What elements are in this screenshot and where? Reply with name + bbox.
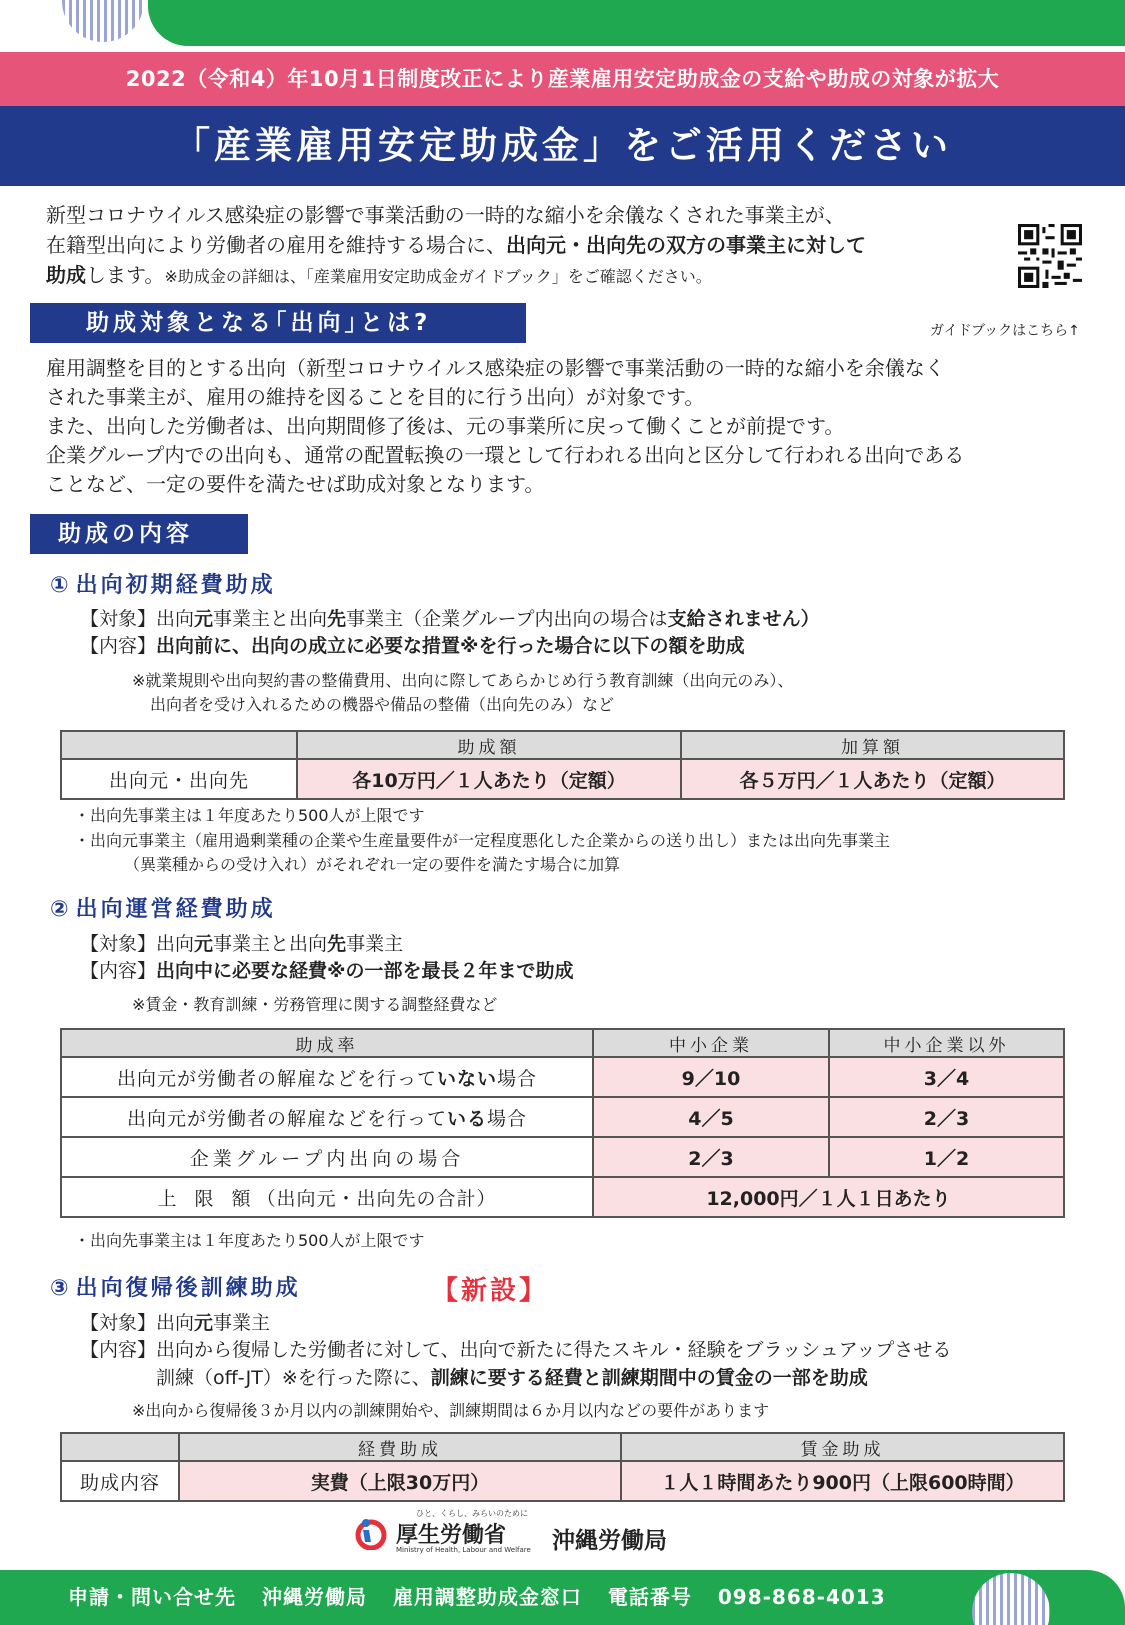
item3-wage-value: １人１時間あたり900円（上限600時間） xyxy=(621,1461,1064,1501)
section-heading-shukko: 助成対象となる｢出向｣とは? xyxy=(30,303,526,343)
item2-rate-sme: 9／10 xyxy=(593,1057,829,1097)
footer-label: 申請・問い合せ先 xyxy=(68,1585,236,1609)
item1-target: 【対象】出向元事業主と出向先事業主（企業グループ内出向の場合は支給されません） xyxy=(80,608,820,630)
ministry-tagline: ひと、くらし、みらいのために xyxy=(416,1509,528,1518)
contact-footer xyxy=(0,1570,1125,1625)
item3-content-2: 訓練（off-JT）※を行った際に、訓練に要する経費と訓練期間中の賃金の一部を助成 xyxy=(156,1367,868,1389)
item2-rate-sme: 4／5 xyxy=(593,1097,829,1137)
item2-foot: ・出向先事業主は１年度あたり500人が上限です xyxy=(74,1231,425,1250)
item1-title: ① 出向初期経費助成 xyxy=(50,573,276,598)
item1-foot-1: ・出向先事業主は１年度あたり500人が上限です xyxy=(74,806,425,825)
item3-table xyxy=(60,1432,1065,1502)
item2-rate-large: 1／2 xyxy=(829,1137,1064,1177)
item1-table xyxy=(60,730,1065,800)
item2-header-sme: 中小企業 xyxy=(593,1029,829,1057)
item2-limit-label: 上 限 額（出向元・出向先の合計） xyxy=(61,1177,593,1217)
intro-text xyxy=(46,200,1006,292)
item3-header-expense: 経費助成 xyxy=(179,1433,621,1461)
subtitle-banner: 2022（令和4）年10月1日制度改正により産業雇用安定助成金の支給や助成の対象が拡大 xyxy=(0,52,1125,106)
top-green-bar xyxy=(148,0,1125,46)
item3-title: ③ 出向復帰後訓練助成 xyxy=(50,1276,301,1301)
item1-addition-value: 各５万円／１人あたり（定額） xyxy=(681,759,1064,799)
decorative-striped-circle-top xyxy=(62,0,144,42)
guidebook-link[interactable]: ガイドブックはこちら↑ xyxy=(930,323,1080,339)
item2-row-label: 出向元が労働者の解雇などを行っていない場合 xyxy=(61,1057,593,1097)
item2-table xyxy=(60,1028,1065,1218)
item2-note: ※賃金・教育訓練・労務管理に関する調整経費など xyxy=(132,995,498,1014)
item2-row-label: 出向元が労働者の解雇などを行っている場合 xyxy=(61,1097,593,1137)
item2-rate-sme: 2／3 xyxy=(593,1137,829,1177)
item2-rate-large: 3／4 xyxy=(829,1057,1064,1097)
item2-header-rate: 助成率 xyxy=(61,1029,593,1057)
item3-expense-value: 実費（上限30万円） xyxy=(179,1461,621,1501)
item3-header-wage: 賃金助成 xyxy=(621,1433,1064,1461)
item1-header-addition: 加算額 xyxy=(681,731,1064,759)
item3-content-1: 【内容】出向から復帰した労働者に対して、出向で新たに得たスキル・経験をブラッシュアップさせる xyxy=(80,1339,952,1361)
item1-foot-2: ・出向元事業主（雇用過剰業種の企業や生産量要件が一定程度悪化した企業からの送り出し）または出向先事業主 xyxy=(74,831,891,850)
ministry-name: 厚生労働省 xyxy=(396,1523,507,1548)
bureau-name: 沖縄労働局 xyxy=(552,1528,667,1554)
item3-target: 【対象】出向元事業主 xyxy=(80,1312,271,1334)
item2-title: ② 出向運営経費助成 xyxy=(50,897,276,922)
item2-content: 【内容】出向中に必要な経費※の一部を最長２年まで助成 xyxy=(80,960,574,982)
footer-phone[interactable]: 098-868-4013 xyxy=(717,1585,886,1609)
item1-header-amount: 助成額 xyxy=(297,731,681,759)
intro-line-1: 新型コロナウイルス感染症の影響で事業活動の一時的な縮小を余儀なくされた事業主が、 xyxy=(46,203,845,227)
item2-rate-large: 2／3 xyxy=(829,1097,1064,1137)
new-badge: 【新設】 xyxy=(432,1276,549,1306)
intro-line-2: 在籍型出向により労働者の雇用を維持する場合に、出向元・出向先の双方の事業主に対して xyxy=(46,233,866,257)
item1-amount-value: 各10万円／１人あたり（定額） xyxy=(297,759,681,799)
section-heading-josei: 助成の内容 xyxy=(30,514,248,554)
item1-content: 【内容】出向前に、出向の成立に必要な措置※を行った場合に以下の額を助成 xyxy=(80,635,745,657)
ministry-name-en: Ministry of Health, Labour and Welfare xyxy=(396,1546,531,1554)
item2-header-large: 中小企業以外 xyxy=(829,1029,1064,1057)
shukko-description: 雇用調整を目的とする出向（新型コロナウイルス感染症の影響で事業活動の一時的な縮小を余儀なく された事業主が、雇用の維持を図ることを目的に行う出向）が対象です。 また、出向した労働者は、出向期間修了後は、元の事業所に戻って働くことが前提です。 企業グループ内での出向も、通常の配置転換の一環として行われる出向と区分して行われる出向である ことなど、一定の要件を満たせば助成対象となります。 xyxy=(46,356,965,496)
footer-desk: 雇用調整助成金窓口 xyxy=(392,1585,582,1609)
item3-note: ※出向から復帰後３か月以内の訓練開始や、訓練期間は６か月以内などの要件があります xyxy=(132,1401,770,1420)
item1-foot-3: （異業種からの受け入れ）がそれぞれ一定の要件を満たす場合に加算 xyxy=(124,855,621,874)
ministry-logo-icon xyxy=(354,1516,388,1550)
intro-note: ※助成金の詳細は、「産業雇用安定助成金ガイドブック」をご確認ください。 xyxy=(164,267,712,286)
item1-note-1: ※就業規則や出向契約書の整備費用、出向に際してあらかじめ行う教育訓練（出向元のみ）、 xyxy=(132,671,794,690)
intro-line-3: 助成します。※助成金の詳細は、「産業雇用安定助成金ガイドブック」をご確認ください。 xyxy=(46,263,712,287)
item1-row-label: 出向元・出向先 xyxy=(61,759,297,799)
footer-bureau: 沖縄労働局 xyxy=(261,1585,367,1609)
page-title: 「産業雇用安定助成金」をご活用ください xyxy=(0,106,1125,186)
item1-note-2: 出向者を受け入れるための機器や備品の整備（出向先のみ）など xyxy=(150,695,615,714)
item2-target: 【対象】出向元事業主と出向先事業主 xyxy=(80,933,404,955)
item3-row-label: 助成内容 xyxy=(61,1461,179,1501)
item2-limit-value: 12,000円／１人１日あたり xyxy=(593,1177,1064,1217)
item2-row-label: 企業グループ内出向の場合 xyxy=(61,1137,593,1177)
qr-code-icon[interactable] xyxy=(1018,224,1082,288)
footer-phone-label: 電話番号 xyxy=(607,1585,692,1609)
